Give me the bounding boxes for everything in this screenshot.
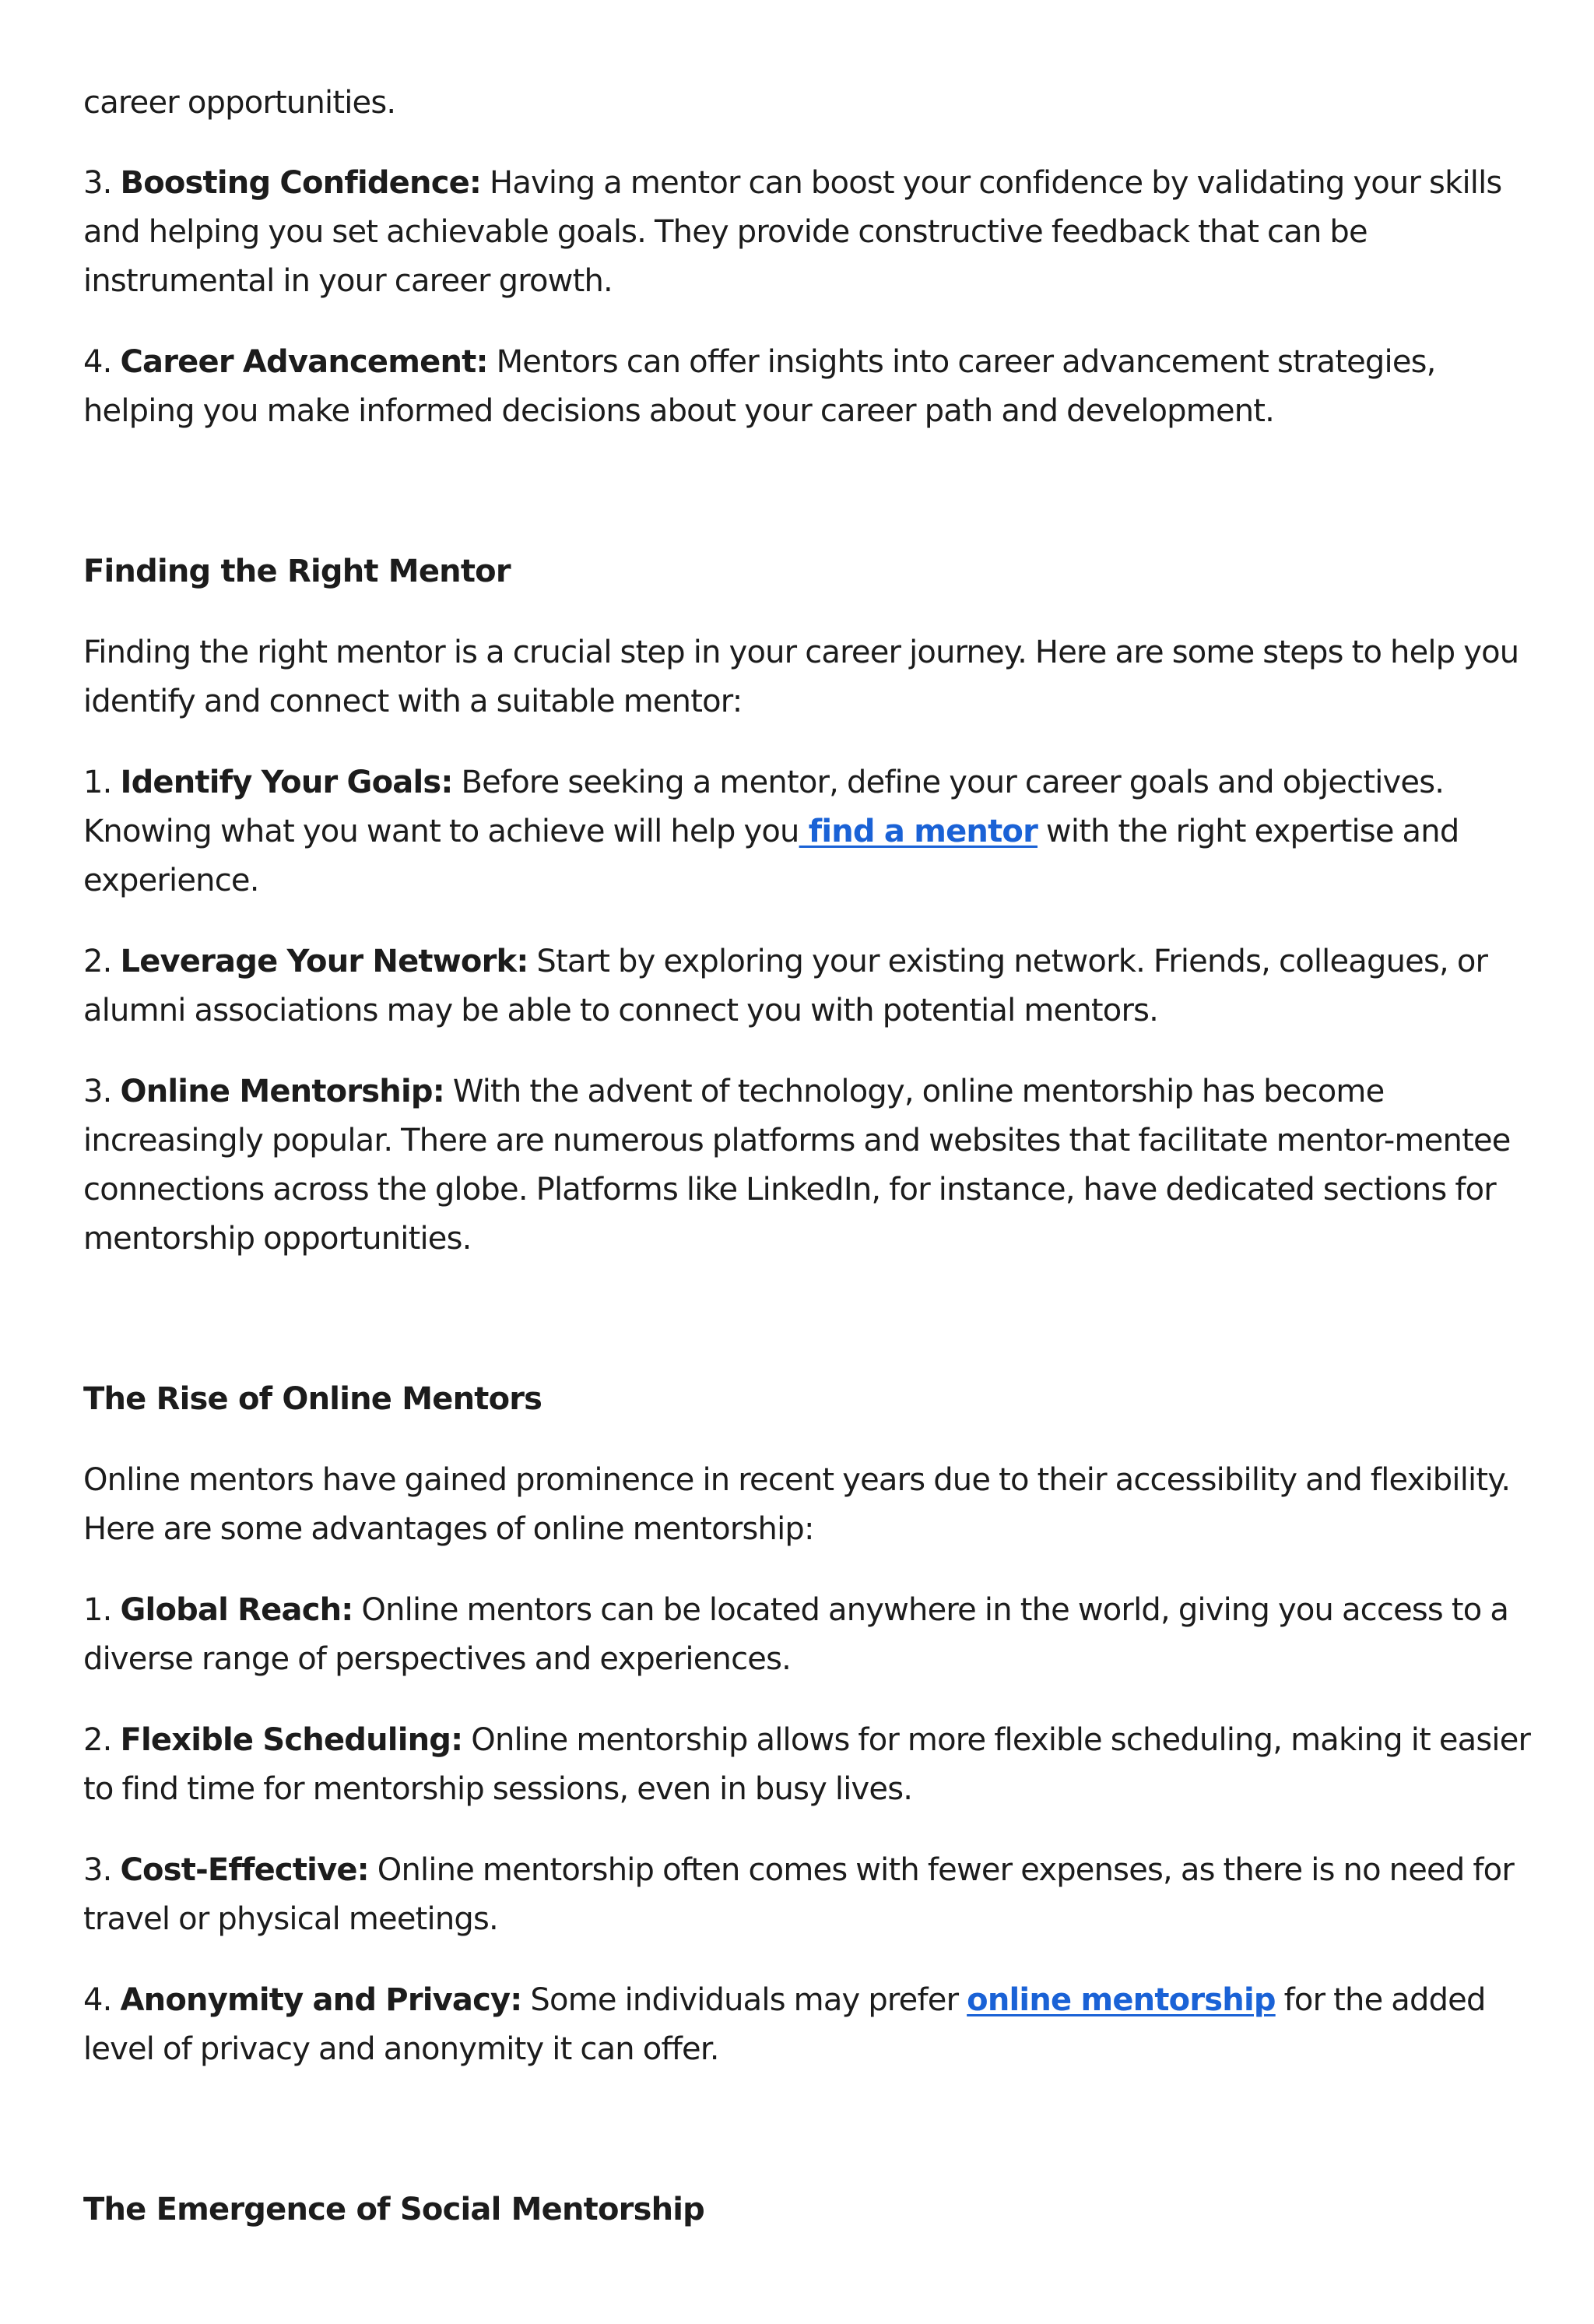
section-heading: The Emergence of Social Mentorship bbox=[83, 2192, 704, 2227]
item-title: Online Mentorship: bbox=[120, 1074, 444, 1109]
item-number: 3. bbox=[83, 1074, 112, 1109]
section-intro: Online mentors have gained prominence in recent years due to their accessibility and flexibility. Here are some advantages of online mentorship: bbox=[83, 1462, 1511, 1547]
section-heading: The Rise of Online Mentors bbox=[83, 1381, 542, 1417]
list-item-identify-goals bbox=[83, 758, 1547, 905]
benefit-item-boosting-confidence bbox=[83, 159, 1547, 306]
item-number: 1. bbox=[83, 1592, 112, 1628]
section-intro: Finding the right mentor is a crucial step in your career journey. Here are some steps to help you identify and connect with a suitable mentor: bbox=[83, 635, 1519, 719]
item-text: With the advent of technology, online mentorship has become increasingly popular. There are numerous platforms and websites that facilitate mentor-mentee connections across the globe. Platforms like LinkedIn, for instance, have dedicated sections for mentorship opportunities. bbox=[83, 1074, 1511, 1257]
section-heading: Finding the Right Mentor bbox=[83, 554, 511, 589]
intro-continuation: career opportunities. bbox=[83, 85, 396, 121]
item-title: Global Reach: bbox=[120, 1592, 353, 1628]
benefit-item-career-advancement bbox=[83, 338, 1547, 436]
list-item-global-reach bbox=[83, 1586, 1547, 1684]
section-finding-right-mentor bbox=[83, 547, 1547, 1264]
find-a-mentor-link[interactable]: find a mentor bbox=[799, 814, 1038, 849]
item-title: Boosting Confidence: bbox=[120, 165, 482, 201]
item-title: Leverage Your Network: bbox=[120, 944, 528, 979]
item-number: 3. bbox=[83, 1852, 112, 1888]
item-text: Start by exploring your existing network. Friends, colleagues, or alumni associations may be able to connect you with potential mentors. bbox=[83, 944, 1488, 1028]
section-social-mentorship bbox=[83, 2185, 1547, 2234]
item-text: Mentors can offer insights into career advancement strategies, helping you make informed decisions about your career path and development. bbox=[83, 344, 1436, 429]
item-title: Anonymity and Privacy: bbox=[120, 1982, 522, 2018]
item-number: 4. bbox=[83, 1982, 112, 2018]
item-title: Flexible Scheduling: bbox=[120, 1722, 463, 1758]
list-item-online-mentorship bbox=[83, 1067, 1547, 1264]
item-text: with the right expertise and experience. bbox=[83, 814, 1459, 898]
item-text: Online mentorship allows for more flexible scheduling, making it easier to find time for mentorship sessions, even in busy lives. bbox=[83, 1722, 1531, 1807]
list-item-cost-effective bbox=[83, 1846, 1547, 1944]
section-rise-online-mentors bbox=[83, 1375, 1547, 2074]
online-mentorship-link[interactable]: online mentorship bbox=[967, 1982, 1276, 2018]
item-number: 2. bbox=[83, 1722, 112, 1758]
item-text: Some individuals may prefer bbox=[521, 1982, 967, 2018]
item-text: for the added level of privacy and anonymity it can offer. bbox=[83, 1982, 1486, 2067]
item-text: Before seeking a mentor, define your career goals and objectives. Knowing what you want to achieve will help you bbox=[83, 765, 1445, 849]
item-text: Online mentors can be located anywhere in the world, giving you access to a diverse range of perspectives and experiences. bbox=[83, 1592, 1509, 1677]
list-item-flexible-scheduling bbox=[83, 1716, 1547, 1814]
item-number: 2. bbox=[83, 944, 112, 979]
document-page bbox=[83, 79, 1547, 2266]
item-number: 4. bbox=[83, 344, 112, 380]
item-title: Career Advancement: bbox=[120, 344, 488, 380]
list-item-leverage-network bbox=[83, 937, 1547, 1035]
list-item-anonymity-privacy bbox=[83, 1976, 1547, 2074]
item-text: Online mentorship often comes with fewer expenses, as there is no need for travel or physical meetings. bbox=[83, 1852, 1514, 1937]
item-number: 1. bbox=[83, 765, 112, 800]
item-title: Cost-Effective: bbox=[120, 1852, 369, 1888]
item-number: 3. bbox=[83, 165, 112, 201]
item-text: Having a mentor can boost your confidence by validating your skills and helping you set achievable goals. They provide constructive feedback that can be instrumental in your career growth. bbox=[83, 165, 1502, 299]
item-title: Identify Your Goals: bbox=[120, 765, 453, 800]
